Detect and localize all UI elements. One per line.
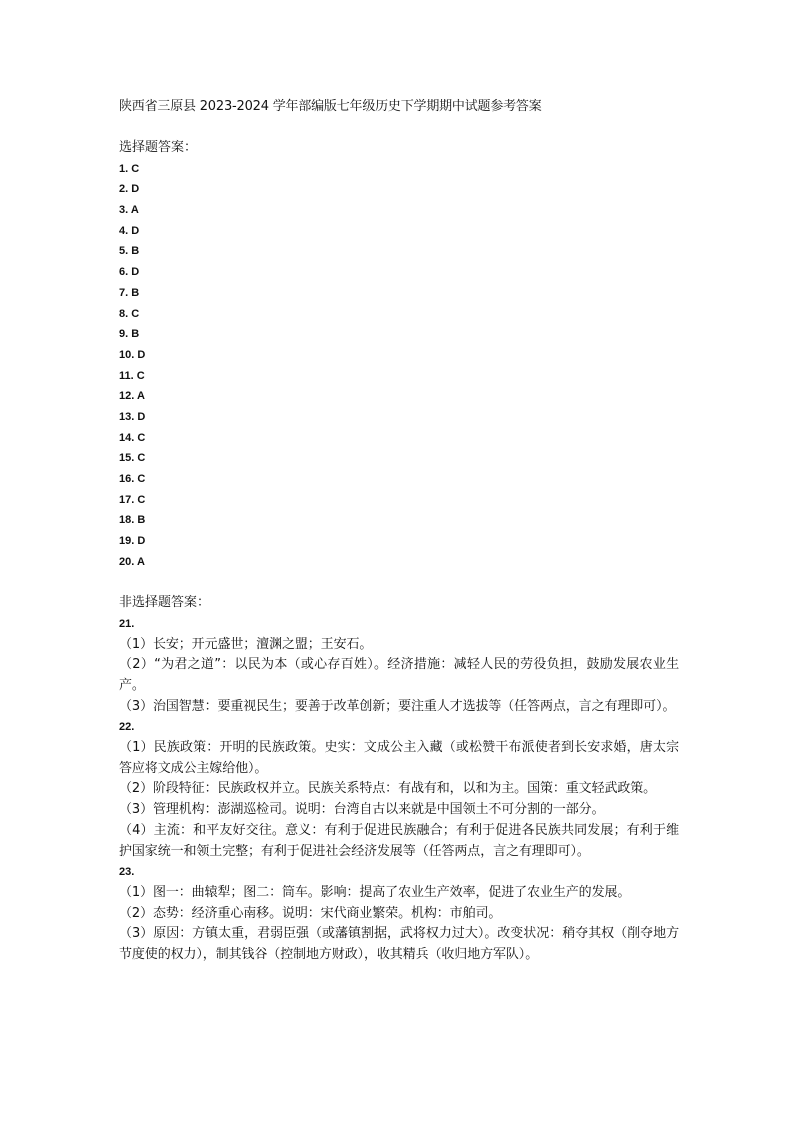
mc-answer-8: 8. C — [119, 307, 140, 320]
answer-part: （3）原因：方镇太重，君弱臣强（或藩镇割据，武将权力过大）。改变状况：稍夺其权（削夺地方节度使的权力），制其钱谷（控制地方财政），收其精兵（收归地方军队）。 — [119, 926, 679, 963]
mc-answer-1: 1. C — [119, 162, 140, 175]
answer-part: （1）图一：曲辕犁；图二：筒车。影响：提高了农业生产效率，促进了农业生产的发展。 — [119, 884, 631, 900]
answer-part: （1）长安；开元盛世；澶渊之盟；王安石。 — [119, 636, 373, 652]
question-number: 23. — [119, 866, 135, 879]
question-23 — [119, 862, 679, 966]
mc-answer-5: 5. B — [119, 245, 140, 258]
mc-answer-7: 7. B — [119, 286, 140, 299]
question-21 — [119, 614, 679, 718]
mc-answer-9: 9. B — [119, 328, 140, 341]
open-section-label: 非选择题答案： — [119, 595, 211, 611]
question-number: 22. — [119, 721, 135, 734]
mc-answer-10: 10. D — [119, 348, 146, 361]
answer-part: （2）阶段特征：民族政权并立。民族关系特点：有战有和，以和为主。国策：重文轻武政策。 — [119, 781, 657, 797]
mc-answer-6: 6. D — [119, 266, 140, 279]
answer-part: （2）“为君之道”：以民为本（或心存百姓）。经济措施：减轻人民的劳役负担，鼓励发展农业生产。 — [119, 657, 679, 693]
mc-answer-16: 16. C — [119, 473, 146, 486]
question-number: 21. — [119, 617, 135, 630]
mc-answer-17: 17. C — [119, 493, 146, 506]
mc-section-label: 选择题答案： — [119, 140, 198, 155]
spacer — [119, 117, 679, 138]
answer-part: （1）民族政策：开明的民族政策。史实：文成公主入藏（或松赞干布派使者到长安求婚，唐太宗答应将文成公主嫁给他）。 — [119, 740, 679, 776]
mc-answer-11: 11. C — [119, 369, 145, 382]
answer-part: （3）治国智慧：要重视民生；要善于改革创新；要注重人才选拔等（任答两点，言之有理即可）。 — [119, 698, 676, 714]
mc-answer-list — [119, 159, 679, 573]
mc-answer-18: 18. B — [119, 514, 146, 527]
answer-part: （3）管理机构：澎湖巡检司。说明：台湾自古以来就是中国领土不可分割的一部分。 — [119, 802, 605, 818]
mc-answer-2: 2. D — [119, 183, 140, 196]
mc-answer-19: 19. D — [119, 535, 146, 548]
mc-answer-12: 12. A — [119, 390, 145, 403]
mc-answer-3: 3. A — [119, 204, 139, 217]
mc-answer-13: 13. D — [119, 410, 146, 423]
spacer — [119, 572, 679, 593]
question-22 — [119, 717, 679, 862]
answer-part: （2）态势：经济重心南移。说明：宋代商业繁荣。机构：市舶司。 — [119, 905, 502, 921]
mc-answer-15: 15. C — [119, 452, 146, 465]
document-title: 陕西省三原县 2023-2024 学年部编版七年级历史下学期期中试题参考答案 — [119, 99, 542, 114]
mc-answer-14: 14. C — [119, 431, 146, 444]
mc-answer-4: 4. D — [119, 224, 140, 237]
answer-part: （4）主流：和平友好交往。意义：有利于促进民族融合；有利于促进各民族共同发展；有利于维护国家统一和领土完整；有利于促进社会经济发展等（任答两点，言之有理即可）。 — [119, 822, 679, 859]
mc-answer-20: 20. A — [119, 555, 145, 568]
answer-document — [119, 97, 679, 966]
